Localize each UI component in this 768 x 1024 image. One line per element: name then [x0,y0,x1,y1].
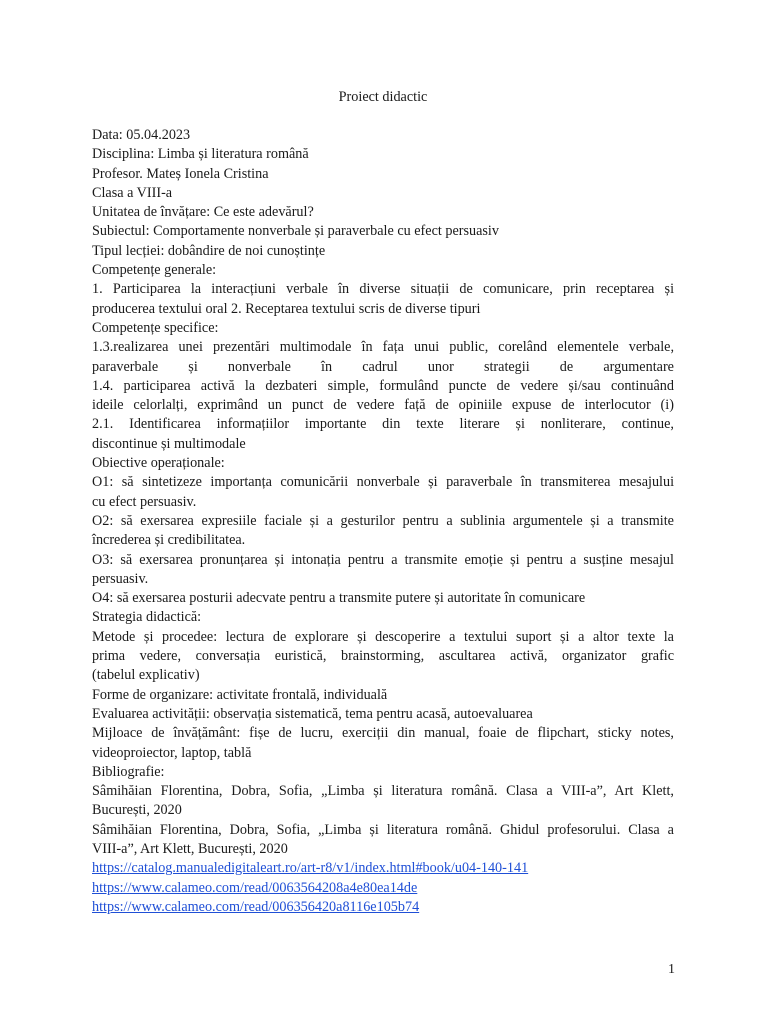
bibliography-heading: Bibliografie: [92,763,165,780]
date-line: Data: 05.04.2023 [92,127,191,143]
bibliography-link-catalog[interactable]: https://catalog.manualedigitaleart.ro/art-r8/v1/index.html#book/u04-140-141 [92,860,529,877]
specific-competences-heading: Competențe specifice: [92,319,219,336]
bibliography-link-calameo-1[interactable]: https://www.calameo.com/read/0063564208a4e80ea14de [92,879,418,896]
page-number: 1 [668,962,675,977]
methods-line-1: Metode și procedee: lectura de explorare și descoperire a textului suport și a altor texte la [92,628,674,645]
bibliography-entry-2-line-1: Sâmihăian Florentina, Dobra, Sofia, „Limba și literatura română. Ghidul profesorului. Clasa a [92,821,674,838]
strategy-heading: Strategia didactică: [92,609,202,626]
discipline-line: Disciplina: Limba și literatura română [92,146,309,163]
class-line: Clasa a VIII-a [92,184,173,201]
specific-competence-2-line-2: ideile celorlalți, exprimând un punct de vedere față de opiniile expuse de interlocutor (i) [92,397,674,414]
organization-forms-line: Forme de organizare: activitate frontală, individuală [92,686,388,703]
subject-line: Subiectul: Comportamente nonverbale și paraverbale cu efect persuasiv [92,223,499,240]
objective-o1-line-2: cu efect persuasiv. [92,493,197,510]
bibliography-entry-1-line-2: București, 2020 [92,802,182,819]
learning-unit-line: Unitatea de învățare: Ce este adevărul? [92,204,314,221]
objective-o3-line-2: persuasiv. [92,570,149,587]
specific-competence-2-line-1: 1.4. participarea activă la dezbateri simple, formulând puncte de vedere și/sau continuând [92,377,674,394]
evaluation-line: Evaluarea activității: observația sistematică, tema pentru acasă, autoevaluarea [92,705,533,722]
specific-competence-3-line-2: discontinue și multimodale [92,435,246,452]
document-body [92,126,674,917]
bibliography-entry-1-line-1: Sâmihăian Florentina, Dobra, Sofia, „Limba și literatura română. Clasa a VIII-a”, Art Klett, [92,783,674,800]
specific-competence-1-line-1: 1.3.realizarea unei prezentări multimodale în fața unui public, corelând elementele verbale, [92,339,675,356]
objective-o2-line-1: O2: să exersarea expresiile faciale și a gesturilor pentru a sublinia argumentele și a transmite [92,512,674,529]
lesson-type-line: Tipul lecției: dobândire de noi cunoștințe [92,242,326,259]
objectives-heading: Obiective operaționale: [92,455,225,472]
teacher-line: Profesor. Mateș Ionela Cristina [92,165,269,182]
objective-o2-line-2: încrederea și credibilitatea. [92,532,246,549]
general-competence-line-2: producerea textului oral 2. Receptarea textului scris de diverse tipuri [92,300,481,317]
document-title: Proiect didactic [338,89,428,105]
specific-competence-1-line-2: paraverbale și nonverbale în cadrul unor strategii de argumentare [92,358,674,375]
specific-competence-3-line-1: 2.1. Identificarea informațiilor importante din texte literare și nonliterare, continue, [92,416,674,433]
general-competence-line-1: 1. Participarea la interacțiuni verbale în diverse situații de comunicare, prin receptarea și [92,281,675,298]
objective-o1-line-1: O1: să sintetizeze importanța comunicării nonverbale și paraverbale în transmiterea mesajului [92,474,675,491]
methods-line-3: (tabelul explicativ) [92,667,200,684]
teaching-aids-line-2: videoproiector, laptop, tablă [92,744,252,761]
teaching-aids-line-1: Mijloace de învățământ: fișe de lucru, exerciții din manual, foaie de flipchart, sticky notes, [92,725,674,742]
general-competences-heading: Competențe generale: [92,262,217,279]
objective-o4: O4: să exersarea posturii adecvate pentru a transmite putere și autoritate în comunicare [92,590,586,607]
bibliography-link-calameo-2[interactable]: https://www.calameo.com/read/006356420a8116e105b74 [92,898,420,915]
methods-line-2: prima vedere, conversația euristică, brainstorming, ascultarea activă, organizator grafic [92,648,675,665]
bibliography-entry-2-line-2: VIII-a”, Art Klett, București, 2020 [92,840,288,857]
objective-o3-line-1: O3: să exersarea pronunțarea și intonația pentru a transmite emoție și pentru a susține mesajul [92,551,674,568]
